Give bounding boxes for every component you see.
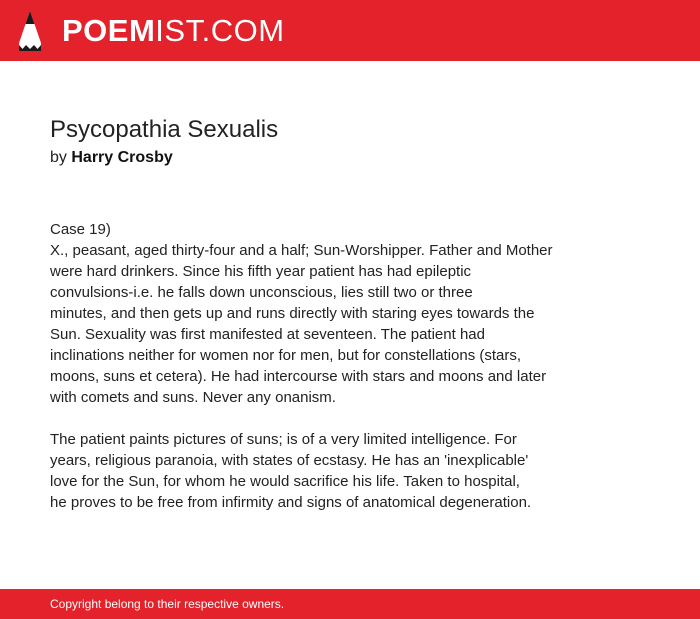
- site-logo-text: [62, 12, 285, 50]
- by-label: by: [50, 149, 67, 166]
- site-header: [0, 0, 700, 61]
- pencil-logo-icon: [17, 10, 43, 52]
- author-link[interactable]: Harry Crosby: [71, 149, 173, 166]
- stanza: [50, 219, 610, 408]
- poem-line: love for the Sun, for whom he would sacrifice his life. Taken to hospital,: [50, 473, 520, 490]
- poem-line: X., peasant, aged thirty-four and a half; Sun-Worshipper. Father and Mother: [50, 242, 553, 259]
- poem-line: were hard drinkers. Since his fifth year patient has had epileptic: [50, 263, 472, 280]
- poem-line: with comets and suns. Never any onanism.: [50, 389, 336, 406]
- poem-body: [50, 219, 610, 513]
- logo-text-light: IST.COM: [155, 13, 285, 48]
- copyright-text: Copyright belong to their respective owners.: [50, 597, 285, 611]
- poem-line: he proves to be free from infirmity and signs of anatomical degeneration.: [50, 494, 532, 511]
- poem-title: Psycopathia Sexualis: [50, 116, 279, 143]
- byline: [50, 149, 173, 167]
- poem-line: moons, suns et cetera). He had intercourse with stars and moons and later: [50, 368, 547, 385]
- poem-line: minutes, and then gets up and runs directly with staring eyes towards the: [50, 305, 535, 322]
- site-footer: [0, 589, 700, 619]
- poem-line: inclinations neither for women nor for men, but for constellations (stars,: [50, 347, 522, 364]
- stanza: [50, 429, 610, 513]
- poem-line: convulsions-i.e. he falls down unconscious, lies still two or three: [50, 284, 473, 301]
- poem-line: Case 19): [50, 221, 111, 238]
- poem-line: years, religious paranoia, with states of ecstasy. He has an 'inexplicable': [50, 452, 529, 469]
- logo-text-bold: POEM: [62, 13, 156, 48]
- stanza-break: [50, 408, 610, 429]
- poem-line: Sun. Sexuality was first manifested at seventeen. The patient had: [50, 326, 485, 343]
- poem-line: The patient paints pictures of suns; is of a very limited intelligence. For: [50, 431, 517, 448]
